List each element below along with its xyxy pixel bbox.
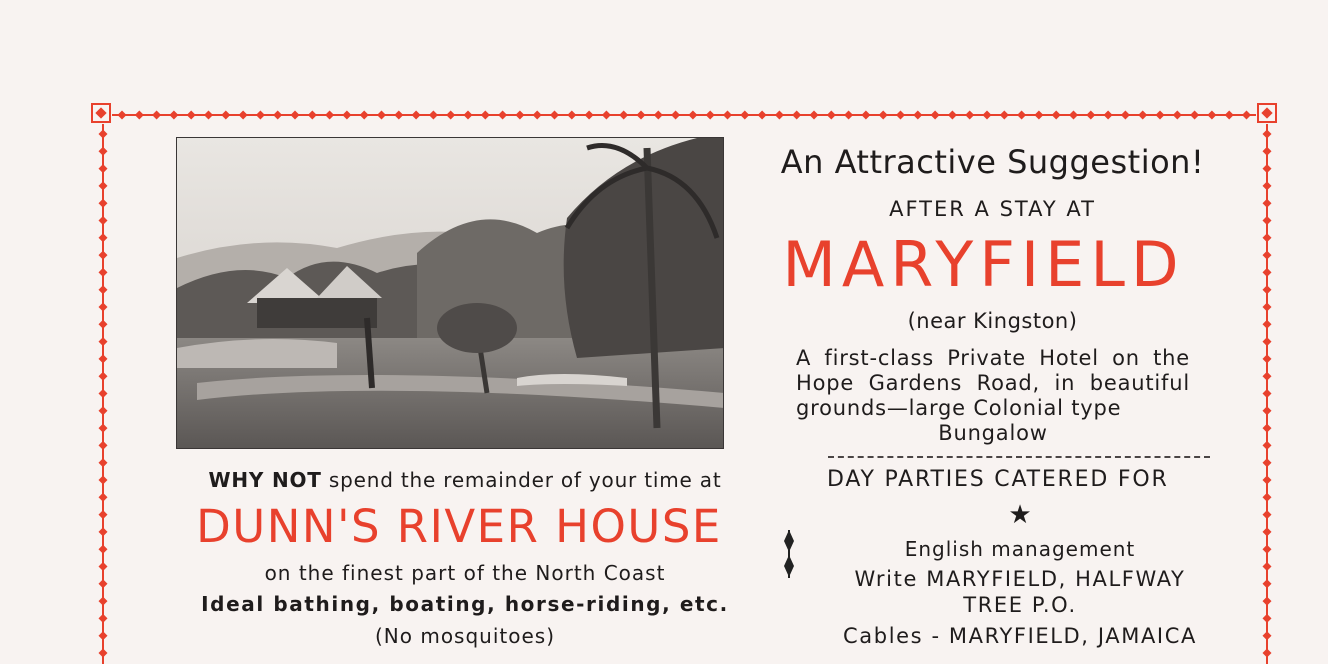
border-diamond (1263, 372, 1272, 381)
border-diamond (1263, 441, 1272, 450)
border-diamond (740, 111, 749, 120)
dunns-title: DUNN'S RIVER HOUSE (196, 500, 722, 553)
border-diamond (221, 111, 230, 120)
border-diamond (844, 111, 853, 120)
border-diamond (99, 303, 108, 312)
border-diamond (931, 111, 940, 120)
border-diamond (965, 111, 974, 120)
border-diamond (1263, 424, 1272, 433)
border-diamond (325, 111, 334, 120)
border-diamond (99, 579, 108, 588)
border-diamond (464, 111, 473, 120)
border-diamond (256, 111, 265, 120)
border-diamond (879, 111, 888, 120)
day-parties: DAY PARTIES CATERED FOR (827, 467, 1169, 492)
border-diamond (515, 111, 524, 120)
border-diamond (1263, 303, 1272, 312)
border-diamond (1242, 111, 1251, 120)
border-diamond (99, 337, 108, 346)
border-diamond (1263, 251, 1272, 260)
border-diamond (429, 111, 438, 120)
border-diamond (706, 111, 715, 120)
border-diamond (152, 111, 161, 120)
border-diamond (1121, 111, 1130, 120)
border-diamond (654, 111, 663, 120)
dunns-amenities: Ideal bathing, boating, horse-riding, etc. (201, 592, 729, 616)
dunns-coast: on the finest part of the North Coast (264, 561, 666, 585)
border-diamond (1086, 111, 1095, 120)
border-diamond (1263, 649, 1272, 658)
border-diamond (99, 545, 108, 554)
border-diamond (1263, 337, 1272, 346)
border-diamond (827, 111, 836, 120)
border-diamond (533, 111, 542, 120)
maryfield-description (796, 346, 1190, 446)
border-diamond (1173, 111, 1182, 120)
border-diamond (99, 424, 108, 433)
border-diamond (99, 389, 108, 398)
border-diamond (99, 354, 108, 363)
border-diamond (118, 111, 127, 120)
border-diamond (861, 111, 870, 120)
border-diamond (602, 111, 611, 120)
border-diamond (896, 111, 905, 120)
hotel-garden-photo (176, 137, 724, 449)
star-icon: ★ (1008, 500, 1032, 530)
border-diamond (99, 527, 108, 536)
border-diamond (1263, 268, 1272, 277)
cables-address: Cables - MARYFIELD, JAMAICA (843, 624, 1197, 648)
border-diamond (239, 111, 248, 120)
border-diamond (481, 111, 490, 120)
border-diamond (99, 320, 108, 329)
border-diamond (99, 233, 108, 242)
border-diamond (913, 111, 922, 120)
dunns-note: (No mosquitoes) (374, 624, 556, 648)
headline: An Attractive Suggestion! (780, 143, 1205, 181)
border-diamond (99, 476, 108, 485)
border-diamond (273, 111, 282, 120)
border-diamond (99, 251, 108, 260)
border-diamond (99, 597, 108, 606)
border-diamond (99, 147, 108, 156)
border-diamond (99, 562, 108, 571)
border-diamond (446, 111, 455, 120)
border-diamond (99, 493, 108, 502)
border-diamond (99, 181, 108, 190)
border-diamond (99, 441, 108, 450)
border-diamond (99, 510, 108, 519)
border-diamond (792, 111, 801, 120)
border-diamond (99, 285, 108, 294)
border-diamond (308, 111, 317, 120)
border-diamond (1034, 111, 1043, 120)
border-diamond (99, 406, 108, 415)
border-diamond (135, 111, 144, 120)
border-diamond (1263, 458, 1272, 467)
dashed-divider (828, 456, 1210, 458)
border-diamond (1263, 406, 1272, 415)
border-diamond (1263, 233, 1272, 242)
maryfield-location: (near Kingston) (907, 309, 1078, 333)
description-last: Bungalow (938, 421, 1048, 445)
border-diamond (360, 111, 369, 120)
border-diamond (1263, 354, 1272, 363)
border-diamond (291, 111, 300, 120)
border-diamond (723, 111, 732, 120)
border-diamond (1263, 389, 1272, 398)
border-diamond (550, 111, 559, 120)
border-diamond (671, 111, 680, 120)
description-text: A first-class Private Hotel on the Hope Gardens Road, in beautiful grounds—large Colonial type (796, 346, 1190, 420)
border-diamond (619, 111, 628, 120)
border-diamond (99, 631, 108, 640)
border-diamond (1263, 147, 1272, 156)
border-diamond (567, 111, 576, 120)
border-diamond (342, 111, 351, 120)
border-diamond (775, 111, 784, 120)
border-diamond (1225, 111, 1234, 120)
border-diamond (1263, 320, 1272, 329)
border-diamond (1138, 111, 1147, 120)
border-diamond (1263, 285, 1272, 294)
border-diamond (377, 111, 386, 120)
border-diamond (99, 199, 108, 208)
border-diamond (99, 649, 108, 658)
border-diamond (1104, 111, 1113, 120)
why-not-bold: WHY NOT (208, 468, 322, 492)
border-diamond (1156, 111, 1165, 120)
border-diamond (1263, 199, 1272, 208)
why-not-line (176, 468, 754, 492)
border-diamond (1263, 216, 1272, 225)
border-diamond (810, 111, 819, 120)
border-diamond (99, 372, 108, 381)
border-diamond (99, 164, 108, 173)
border-diamond (187, 111, 196, 120)
border-diamond (1263, 164, 1272, 173)
border-diamond (983, 111, 992, 120)
border-diamond (948, 111, 957, 120)
border-diamond (1017, 111, 1026, 120)
maryfield-title: MARYFIELD (782, 228, 1185, 301)
border-diamond (1069, 111, 1078, 120)
border-diamond (498, 111, 507, 120)
border-diamond (412, 111, 421, 120)
border-diamond (99, 130, 108, 139)
border-diamond (204, 111, 213, 120)
border-diamond (169, 111, 178, 120)
border-diamond (99, 216, 108, 225)
border-diamond (99, 458, 108, 467)
border-diamond (1052, 111, 1061, 120)
border-diamond (394, 111, 403, 120)
management: English management (904, 537, 1136, 561)
border-diamond (637, 111, 646, 120)
write-address: Write MARYFIELD, HALFWAY (854, 567, 1186, 591)
border-diamond (1207, 111, 1216, 120)
border-diamond (1263, 181, 1272, 190)
border-diamond (99, 614, 108, 623)
border-diamond (585, 111, 594, 120)
why-not-rest: spend the remainder of your time at (321, 468, 722, 492)
after-a-stay-at: AFTER A STAY AT (889, 197, 1096, 221)
border-diamond (1190, 111, 1199, 120)
border-diamond (1000, 111, 1009, 120)
border-diamond (688, 111, 697, 120)
write-address-line2: TREE P.O. (963, 593, 1077, 617)
border-diamond (1263, 130, 1272, 139)
border-diamond (758, 111, 767, 120)
border-diamond (99, 268, 108, 277)
